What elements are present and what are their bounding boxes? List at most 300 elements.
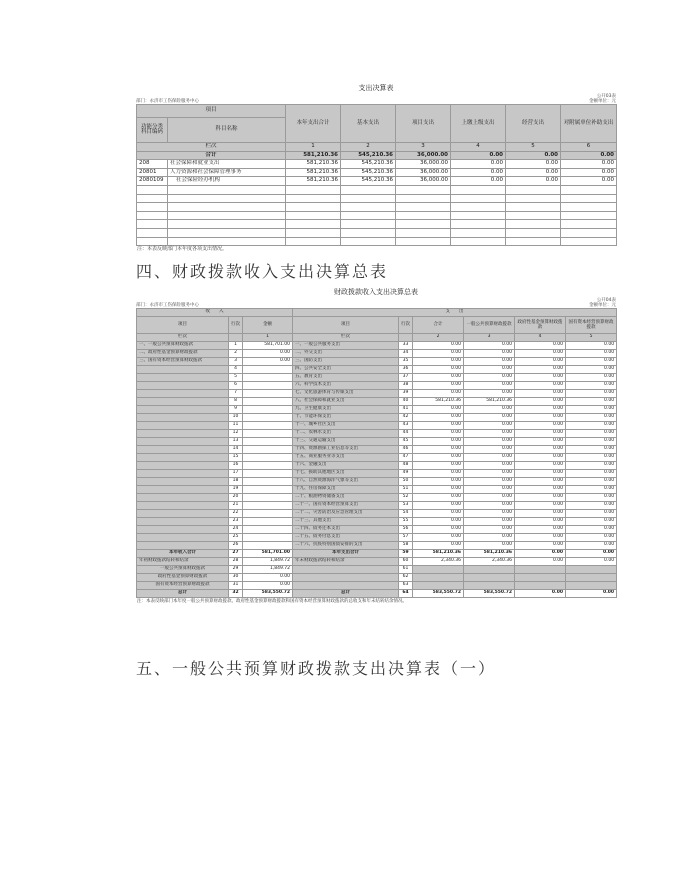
table-cell bbox=[464, 574, 515, 582]
expense-value: 0.00 bbox=[566, 462, 617, 470]
year-expense-label: 本年支出合计 bbox=[293, 550, 399, 558]
expense-value: 0.00 bbox=[515, 486, 566, 494]
income-row-no: 31 bbox=[229, 582, 243, 590]
table-cell bbox=[515, 566, 566, 574]
index-row-label: 栏次 bbox=[137, 143, 286, 152]
expense-item bbox=[293, 574, 399, 582]
expense-value: 0.00 bbox=[464, 422, 515, 430]
total-value: 0.00 bbox=[561, 151, 617, 160]
index-3: 3 bbox=[396, 143, 451, 152]
year-expense-value: 581,210.36 bbox=[413, 550, 464, 558]
income-amount bbox=[243, 534, 293, 542]
expense-value: 0.00 bbox=[566, 486, 617, 494]
income-item bbox=[137, 510, 229, 518]
expense-value: 0.00 bbox=[464, 374, 515, 382]
expense-value: 0.00 bbox=[464, 478, 515, 486]
carry-amount: 0.00 bbox=[243, 582, 293, 590]
income-amount bbox=[243, 406, 293, 414]
income-amount-header: 金额 bbox=[243, 317, 293, 334]
row-value: 581,210.36 bbox=[286, 168, 341, 177]
expense-row-no: 36 bbox=[399, 366, 413, 374]
expense-value: 0.00 bbox=[464, 446, 515, 454]
income-row-no: 1 bbox=[229, 342, 243, 350]
table-row bbox=[137, 510, 617, 518]
expense-value: 0.00 bbox=[515, 454, 566, 462]
carry-amount: 0.00 bbox=[243, 574, 293, 582]
grand-total-expense: 583,550.72 bbox=[464, 590, 515, 598]
income-amount bbox=[243, 454, 293, 462]
grand-total-expense: 0.00 bbox=[515, 590, 566, 598]
grand-total-expense: 583,550.72 bbox=[413, 590, 464, 598]
index-5: 5 bbox=[506, 143, 561, 152]
table-row bbox=[137, 350, 617, 358]
expense-row-no: 44 bbox=[399, 430, 413, 438]
expense-value: 0.00 bbox=[413, 374, 464, 382]
income-item bbox=[137, 438, 229, 446]
col-header-basic: 基本支出 bbox=[341, 105, 396, 143]
grand-total-income: 583,550.72 bbox=[243, 590, 293, 598]
expense-value: 0.00 bbox=[464, 502, 515, 510]
table1-form-code: 公开03表 bbox=[596, 94, 616, 99]
col-header-subsidy: 对附属单位补助支出 bbox=[561, 105, 617, 143]
expense-item: 十七、援助其他地区支出 bbox=[293, 470, 399, 478]
expense-value: 0.00 bbox=[566, 358, 617, 366]
expense-final-accounts-sheet bbox=[136, 81, 616, 253]
expense-item bbox=[293, 566, 399, 574]
expense-value: 0.00 bbox=[566, 510, 617, 518]
income-item bbox=[137, 478, 229, 486]
expense-row-no: 48 bbox=[399, 462, 413, 470]
expense-value: 0.00 bbox=[566, 366, 617, 374]
table-row bbox=[137, 542, 617, 550]
col-header-total: 本年支出合计 bbox=[286, 105, 341, 143]
expense-value: 0.00 bbox=[566, 470, 617, 478]
empty-row bbox=[137, 220, 617, 229]
table2-form-code: 公开04表 bbox=[596, 298, 616, 303]
expense-value: 0.00 bbox=[413, 454, 464, 462]
income-row-no: 28 bbox=[229, 558, 243, 566]
expense-row-no: 33 bbox=[399, 342, 413, 350]
row-value: 545,210.36 bbox=[341, 160, 396, 169]
income-row-no: 21 bbox=[229, 502, 243, 510]
table-row bbox=[137, 502, 617, 510]
expense-value: 0.00 bbox=[413, 502, 464, 510]
table-row bbox=[137, 534, 617, 542]
expense-item: 二十五、债务付息支出 bbox=[293, 534, 399, 542]
expense-value: 0.00 bbox=[515, 446, 566, 454]
expense-row-no: 43 bbox=[399, 422, 413, 430]
col-header-name: 科目名称 bbox=[168, 118, 286, 143]
table-row bbox=[137, 478, 617, 486]
expense-value: 0.00 bbox=[566, 446, 617, 454]
income-item bbox=[137, 406, 229, 414]
expense-value: 0.00 bbox=[515, 374, 566, 382]
table-cell bbox=[413, 574, 464, 582]
income-item bbox=[137, 366, 229, 374]
table-row bbox=[137, 398, 617, 406]
table-row bbox=[137, 462, 617, 470]
empty-row bbox=[137, 203, 617, 212]
expense-row-no: 49 bbox=[399, 470, 413, 478]
carry-row bbox=[137, 558, 617, 566]
expense-value: 0.00 bbox=[464, 470, 515, 478]
expense-value: 0.00 bbox=[464, 454, 515, 462]
expense-value: 0.00 bbox=[566, 526, 617, 534]
end-balance-value: 0.00 bbox=[566, 558, 617, 566]
grand-total-label: 总计 bbox=[293, 590, 399, 598]
income-row-no: 14 bbox=[229, 446, 243, 454]
table-row bbox=[137, 406, 617, 414]
income-row-no: 6 bbox=[229, 382, 243, 390]
income-row-no: 2 bbox=[229, 350, 243, 358]
carry-item: 一般公共预算财政拨款 bbox=[137, 566, 229, 574]
income-amount bbox=[243, 510, 293, 518]
expense-value: 0.00 bbox=[464, 406, 515, 414]
expense-row-no: 42 bbox=[399, 414, 413, 422]
carry-amount: 1,849.72 bbox=[243, 558, 293, 566]
expense-value: 0.00 bbox=[515, 390, 566, 398]
carry-amount: 1,849.72 bbox=[243, 566, 293, 574]
expense-value: 0.00 bbox=[413, 486, 464, 494]
income-row-no: 24 bbox=[229, 526, 243, 534]
table1-department: 部门：永济市工伤保险服务中心 bbox=[136, 99, 199, 104]
income-item bbox=[137, 542, 229, 550]
year-income-label: 本年收入合计 bbox=[137, 550, 229, 558]
expense-value: 0.00 bbox=[413, 358, 464, 366]
table-row bbox=[137, 168, 617, 177]
income-item bbox=[137, 486, 229, 494]
income-amount bbox=[243, 462, 293, 470]
row-name: 人力资源和社会保障管理事务 bbox=[168, 168, 286, 177]
income-amount bbox=[243, 526, 293, 534]
expense-row-no: 59 bbox=[399, 550, 413, 558]
income-row-no: 23 bbox=[229, 518, 243, 526]
expense-value: 0.00 bbox=[413, 342, 464, 350]
income-row-no: 3 bbox=[229, 358, 243, 366]
table-row bbox=[137, 382, 617, 390]
expense-row-no: 62 bbox=[399, 574, 413, 582]
row-value: 0.00 bbox=[451, 168, 506, 177]
row-value: 0.00 bbox=[506, 168, 561, 177]
table-cell bbox=[566, 574, 617, 582]
end-balance-value: 2,340.36 bbox=[464, 558, 515, 566]
expense-row-no: 64 bbox=[399, 590, 413, 598]
table-row bbox=[137, 160, 617, 169]
expense-value: 0.00 bbox=[464, 542, 515, 550]
row-value: 0.00 bbox=[561, 168, 617, 177]
carry-item: 政府性基金预算财政拨款 bbox=[137, 574, 229, 582]
expense-value: 0.00 bbox=[566, 478, 617, 486]
expense-item: 三、国防支出 bbox=[293, 358, 399, 366]
expense-value: 0.00 bbox=[464, 350, 515, 358]
table-row bbox=[137, 342, 617, 350]
income-item bbox=[137, 462, 229, 470]
table2-title: 财政拨款收入支出决算总表 bbox=[334, 288, 418, 296]
grand-total-label: 总计 bbox=[137, 590, 229, 598]
income-row-no: 15 bbox=[229, 454, 243, 462]
expense-value: 0.00 bbox=[566, 414, 617, 422]
expense-value: 0.00 bbox=[413, 438, 464, 446]
table-row bbox=[137, 494, 617, 502]
income-amount bbox=[243, 478, 293, 486]
expense-value: 0.00 bbox=[464, 382, 515, 390]
expense-value: 0.00 bbox=[413, 494, 464, 502]
table-row bbox=[137, 430, 617, 438]
expense-value: 0.00 bbox=[566, 406, 617, 414]
table-row bbox=[137, 526, 617, 534]
table-cell bbox=[566, 582, 617, 590]
income-amount bbox=[243, 542, 293, 550]
income-row-no: 30 bbox=[229, 574, 243, 582]
year-expense-value: 0.00 bbox=[515, 550, 566, 558]
income-amount bbox=[243, 494, 293, 502]
expense-value: 0.00 bbox=[413, 390, 464, 398]
end-balance-label: 年末财政拨款结转和结余 bbox=[293, 558, 399, 566]
expense-value: 0.00 bbox=[515, 398, 566, 406]
empty-row bbox=[137, 185, 617, 194]
expense-value: 0.00 bbox=[413, 350, 464, 358]
expense-index: 2 bbox=[413, 334, 464, 342]
expense-value: 0.00 bbox=[464, 430, 515, 438]
expense-row-header: 行次 bbox=[399, 317, 413, 334]
fund-header: 国有资本经营预算财政拨款 bbox=[566, 317, 617, 334]
income-row-no: 13 bbox=[229, 438, 243, 446]
expense-item: 十、节能环保支出 bbox=[293, 414, 399, 422]
table-cell bbox=[413, 582, 464, 590]
expense-row-no: 58 bbox=[399, 542, 413, 550]
expense-value: 0.00 bbox=[566, 422, 617, 430]
expense-value: 0.00 bbox=[566, 542, 617, 550]
table-row bbox=[137, 470, 617, 478]
expense-value: 0.00 bbox=[566, 454, 617, 462]
expense-value: 0.00 bbox=[464, 390, 515, 398]
expense-value: 0.00 bbox=[566, 438, 617, 446]
expense-value: 0.00 bbox=[464, 366, 515, 374]
table-cell bbox=[464, 582, 515, 590]
income-index-label: 栏次 bbox=[137, 334, 229, 342]
carry-item: 年初财政拨款结转和结余 bbox=[137, 558, 229, 566]
row-value: 545,210.36 bbox=[341, 168, 396, 177]
income-row-no: 5 bbox=[229, 374, 243, 382]
expense-value: 0.00 bbox=[566, 390, 617, 398]
expense-value: 0.00 bbox=[464, 510, 515, 518]
year-income-amount: 581,701.00 bbox=[243, 550, 293, 558]
expense-value: 0.00 bbox=[566, 502, 617, 510]
expense-value: 0.00 bbox=[515, 494, 566, 502]
income-row-no: 19 bbox=[229, 486, 243, 494]
expense-row-no: 37 bbox=[399, 374, 413, 382]
expense-value: 0.00 bbox=[515, 350, 566, 358]
expense-value: 0.00 bbox=[413, 430, 464, 438]
expense-row-no: 38 bbox=[399, 382, 413, 390]
expense-row-no: 63 bbox=[399, 582, 413, 590]
expense-item bbox=[293, 582, 399, 590]
income-item bbox=[137, 454, 229, 462]
expense-value: 0.00 bbox=[413, 518, 464, 526]
expense-item: 十八、自然资源海洋气象等支出 bbox=[293, 478, 399, 486]
table-row bbox=[137, 446, 617, 454]
table1-note: 注：本表反映部门本年度各项支出情况。 bbox=[137, 246, 228, 253]
expense-value: 0.00 bbox=[413, 446, 464, 454]
row-code: 208 bbox=[137, 160, 168, 169]
expense-item: 二、外交支出 bbox=[293, 350, 399, 358]
expense-value: 0.00 bbox=[413, 542, 464, 550]
income-amount bbox=[243, 518, 293, 526]
income-amount bbox=[243, 366, 293, 374]
fiscal-allocation-summary-sheet bbox=[136, 286, 616, 605]
carry-row bbox=[137, 582, 617, 590]
expense-item: 十九、住房保障支出 bbox=[293, 486, 399, 494]
expense-value: 581,210.36 bbox=[464, 398, 515, 406]
income-amount bbox=[243, 502, 293, 510]
expense-row-no: 61 bbox=[399, 566, 413, 574]
income-amount bbox=[243, 422, 293, 430]
expense-value: 0.00 bbox=[515, 406, 566, 414]
end-balance-value: 0.00 bbox=[515, 558, 566, 566]
empty-row bbox=[137, 228, 617, 237]
income-header: 收 入 bbox=[137, 309, 293, 317]
income-amount bbox=[243, 486, 293, 494]
table-cell bbox=[515, 574, 566, 582]
carry-row bbox=[137, 574, 617, 582]
income-amount bbox=[243, 438, 293, 446]
income-amount bbox=[243, 470, 293, 478]
expense-row-no: 56 bbox=[399, 526, 413, 534]
expense-item: 二十一、国有资本经营预算支出 bbox=[293, 502, 399, 510]
expense-item: 七、文化旅游体育与传媒支出 bbox=[293, 390, 399, 398]
row-value: 0.00 bbox=[506, 160, 561, 169]
expense-value: 0.00 bbox=[515, 470, 566, 478]
expense-item: 二十三、其他支出 bbox=[293, 518, 399, 526]
income-row-no: 4 bbox=[229, 366, 243, 374]
col-header-project: 项目支出 bbox=[396, 105, 451, 143]
expense-value: 0.00 bbox=[566, 398, 617, 406]
row-name: 社会保障和就业支出 bbox=[168, 160, 286, 169]
expense-value: 0.00 bbox=[515, 438, 566, 446]
income-row-no: 20 bbox=[229, 494, 243, 502]
expense-value: 0.00 bbox=[566, 382, 617, 390]
expense-value: 0.00 bbox=[413, 510, 464, 518]
expense-value: 0.00 bbox=[413, 414, 464, 422]
income-amount: 0.00 bbox=[243, 358, 293, 366]
index-row bbox=[137, 334, 617, 342]
income-amount bbox=[243, 430, 293, 438]
table-cell bbox=[229, 334, 243, 342]
income-item bbox=[137, 374, 229, 382]
income-amount: 0.00 bbox=[243, 350, 293, 358]
expense-value: 0.00 bbox=[464, 486, 515, 494]
header-row bbox=[137, 309, 617, 317]
expense-index: 4 bbox=[515, 334, 566, 342]
expense-value: 0.00 bbox=[413, 478, 464, 486]
total-value: 545,210.36 bbox=[341, 151, 396, 160]
expense-value: 0.00 bbox=[566, 374, 617, 382]
expense-row-no: 55 bbox=[399, 518, 413, 526]
income-row-no: 17 bbox=[229, 470, 243, 478]
income-amount: 581,701.00 bbox=[243, 342, 293, 350]
income-item bbox=[137, 382, 229, 390]
expense-value: 0.00 bbox=[413, 470, 464, 478]
table1-unit: 金额单位：元 bbox=[589, 99, 616, 104]
expense-item: 二十、粮油物资储备支出 bbox=[293, 494, 399, 502]
expense-value: 0.00 bbox=[515, 366, 566, 374]
empty-row bbox=[137, 194, 617, 203]
income-amount bbox=[243, 390, 293, 398]
expense-row-no: 47 bbox=[399, 454, 413, 462]
expense-value: 0.00 bbox=[515, 542, 566, 550]
expense-value: 0.00 bbox=[464, 494, 515, 502]
income-row-no: 12 bbox=[229, 430, 243, 438]
income-item bbox=[137, 534, 229, 542]
income-row-no: 22 bbox=[229, 510, 243, 518]
col-header-remit: 上缴上级支出 bbox=[451, 105, 506, 143]
expense-value: 0.00 bbox=[515, 478, 566, 486]
table-row bbox=[137, 177, 617, 186]
table-row bbox=[137, 422, 617, 430]
expense-value: 0.00 bbox=[464, 342, 515, 350]
expense-total-header: 合计 bbox=[413, 317, 464, 334]
expense-value: 0.00 bbox=[515, 358, 566, 366]
index-2: 2 bbox=[341, 143, 396, 152]
table-cell bbox=[399, 334, 413, 342]
income-amount bbox=[243, 414, 293, 422]
row-value: 0.00 bbox=[451, 160, 506, 169]
income-row-no: 18 bbox=[229, 478, 243, 486]
expense-value: 0.00 bbox=[464, 534, 515, 542]
expense-table bbox=[136, 104, 617, 246]
expense-item: 十三、交通运输支出 bbox=[293, 438, 399, 446]
expense-value: 0.00 bbox=[515, 414, 566, 422]
expense-item: 十二、农林水支出 bbox=[293, 430, 399, 438]
expense-row-no: 54 bbox=[399, 510, 413, 518]
row-name: 社会保险经办机构 bbox=[168, 177, 286, 186]
expense-row-no: 52 bbox=[399, 494, 413, 502]
end-balance-value: 2,340.36 bbox=[413, 558, 464, 566]
expense-value: 0.00 bbox=[566, 342, 617, 350]
expense-item: 八、社会保障和就业支出 bbox=[293, 398, 399, 406]
expense-value: 0.00 bbox=[515, 526, 566, 534]
income-item bbox=[137, 422, 229, 430]
expense-value: 0.00 bbox=[464, 438, 515, 446]
total-value: 36,000.00 bbox=[396, 151, 451, 160]
income-amount bbox=[243, 398, 293, 406]
index-4: 4 bbox=[451, 143, 506, 152]
income-row-no: 8 bbox=[229, 398, 243, 406]
carry-row bbox=[137, 566, 617, 574]
expense-value: 0.00 bbox=[413, 422, 464, 430]
expense-value: 0.00 bbox=[464, 414, 515, 422]
expense-value: 0.00 bbox=[464, 518, 515, 526]
year-expense-value: 581,210.36 bbox=[464, 550, 515, 558]
row-value: 0.00 bbox=[451, 177, 506, 186]
grand-total-expense: 0.00 bbox=[566, 590, 617, 598]
table-cell bbox=[413, 566, 464, 574]
expense-row-no: 50 bbox=[399, 478, 413, 486]
income-row-no: 27 bbox=[229, 550, 243, 558]
expense-header: 支 出 bbox=[293, 309, 617, 317]
total-row bbox=[137, 151, 617, 160]
expense-row-no: 45 bbox=[399, 438, 413, 446]
table-row bbox=[137, 414, 617, 422]
expense-value: 0.00 bbox=[413, 534, 464, 542]
income-item bbox=[137, 526, 229, 534]
income-item: 二、政府性基金预算财政拨款 bbox=[137, 350, 229, 358]
table1-title: 支出决算表 bbox=[358, 84, 394, 92]
fund-header: 政府性基金预算财政拨款 bbox=[515, 317, 566, 334]
table-row bbox=[137, 486, 617, 494]
expense-index: 3 bbox=[464, 334, 515, 342]
expense-value: 0.00 bbox=[515, 502, 566, 510]
